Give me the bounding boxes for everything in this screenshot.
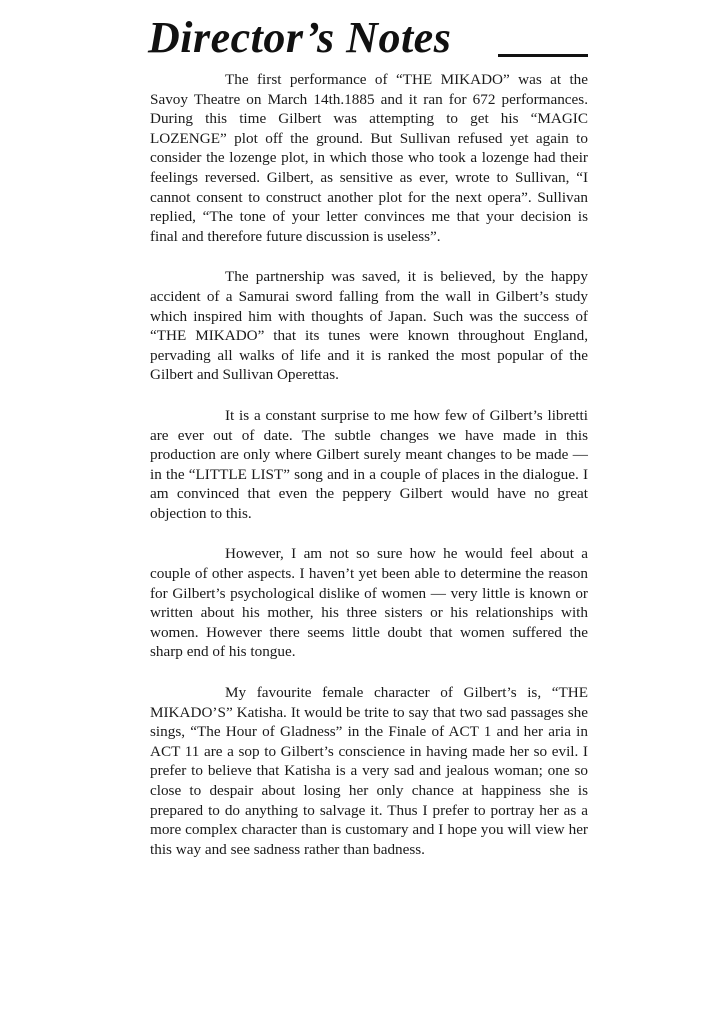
paragraph-4: However, I am not so sure how he would feel about a couple of other aspects. I haven’t yet been able to determine the reason for Gilbert’s psychological dislike of women — very little is known or written about his mother, his three sisters or his relationships with women. However there seems little doubt that women suffered the sharp end of his tongue. (150, 545, 588, 661)
paragraph-1: The first performance of “THE MIKADO” was at the Savoy Theatre on March 14th.1885 and it ran for 672 performances. During this time Gilbert was attempting to get his “MAGIC LOZENGE” plot off the ground. But Sullivan refused yet again to consider the lozenge plot, in which those who took a lozenge had their feelings reversed. Gilbert, as sensitive as ever, wrote to Sullivan, “I cannot consent to construct another plot for the next opera”. Sullivan replied, “The tone of your letter convinces me that your decision is final and therefore future discussion is useless”. (150, 71, 588, 245)
page-title: Director’s Notes (148, 13, 452, 62)
body-text (150, 70, 588, 859)
title-underline-rule (498, 54, 588, 57)
title-row (148, 12, 598, 68)
paragraph-5: My favourite female character of Gilbert’s is, “THE MIKADO’S” Katisha. It would be trite to say that two sad passages she sings, “The Hour of Gladness” in the Finale of ACT 1 and her aria in ACT 11 are a sop to Gilbert’s conscience in having made her so evil. I prefer to believe that Katisha is a very sad and jealous woman; one so close to despair about losing her only chance at happiness she is prepared to do anything to salvage it. Thus I prefer to portray her as a more complex character than is customary and I hope you will view her this way and see sadness rather than badness. (150, 684, 588, 858)
paragraph-2: The partnership was saved, it is believed, by the happy accident of a Samurai sword falling from the wall in Gilbert’s study which inspired him with thoughts of Japan. Such was the success of “THE MIKADO” that its tunes were known throughout England, pervading all walks of life and it is ranked the most popular of the Gilbert and Sullivan Operettas. (150, 268, 588, 384)
paragraph-3: It is a constant surprise to me how few of Gilbert’s libretti are ever out of date. The subtle changes we have made in this production are only where Gilbert surely meant changes to be made — in the “LITTLE LIST” song and in a couple of places in the dialogue. I am convinced that even the peppery Gilbert would have no great objection to this. (150, 406, 588, 522)
